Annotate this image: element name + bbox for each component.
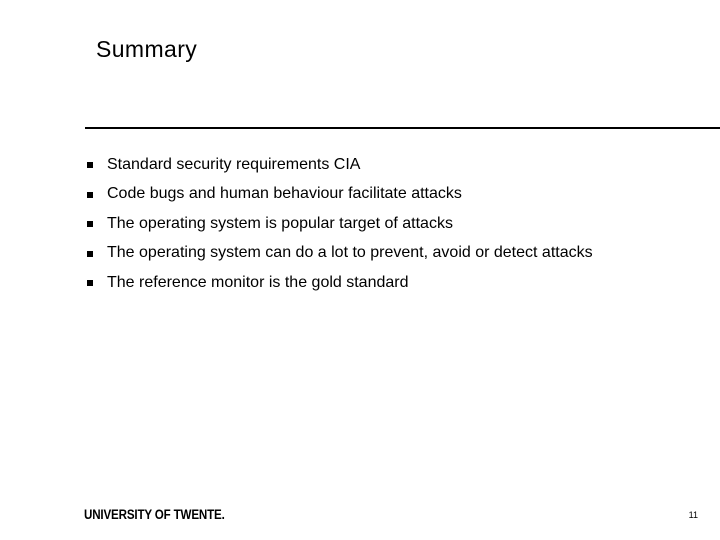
square-bullet-icon — [87, 221, 93, 227]
university-logo: UNIVERSITY OF TWENTE. — [84, 507, 225, 522]
bullet-item — [87, 239, 593, 269]
page-number: 11 — [688, 510, 698, 520]
slide-title: Summary — [96, 36, 198, 62]
square-bullet-icon — [87, 162, 93, 168]
square-bullet-icon — [87, 251, 93, 257]
title-divider — [85, 127, 720, 129]
bullet-item — [87, 150, 593, 180]
bullet-text: Code bugs and human behaviour facilitate attacks — [107, 185, 462, 203]
square-bullet-icon — [87, 192, 93, 198]
square-bullet-icon — [87, 280, 93, 286]
bullet-text: The operating system is popular target of attacks — [107, 214, 453, 232]
bullet-item — [87, 180, 593, 210]
bullet-text: The operating system can do a lot to prevent, avoid or detect attacks — [107, 244, 593, 262]
bullet-list — [87, 150, 593, 298]
bullet-text: The reference monitor is the gold standard — [107, 273, 409, 291]
bullet-text: Standard security requirements CIA — [107, 155, 361, 173]
bullet-item — [87, 209, 593, 239]
bullet-item — [87, 268, 593, 298]
